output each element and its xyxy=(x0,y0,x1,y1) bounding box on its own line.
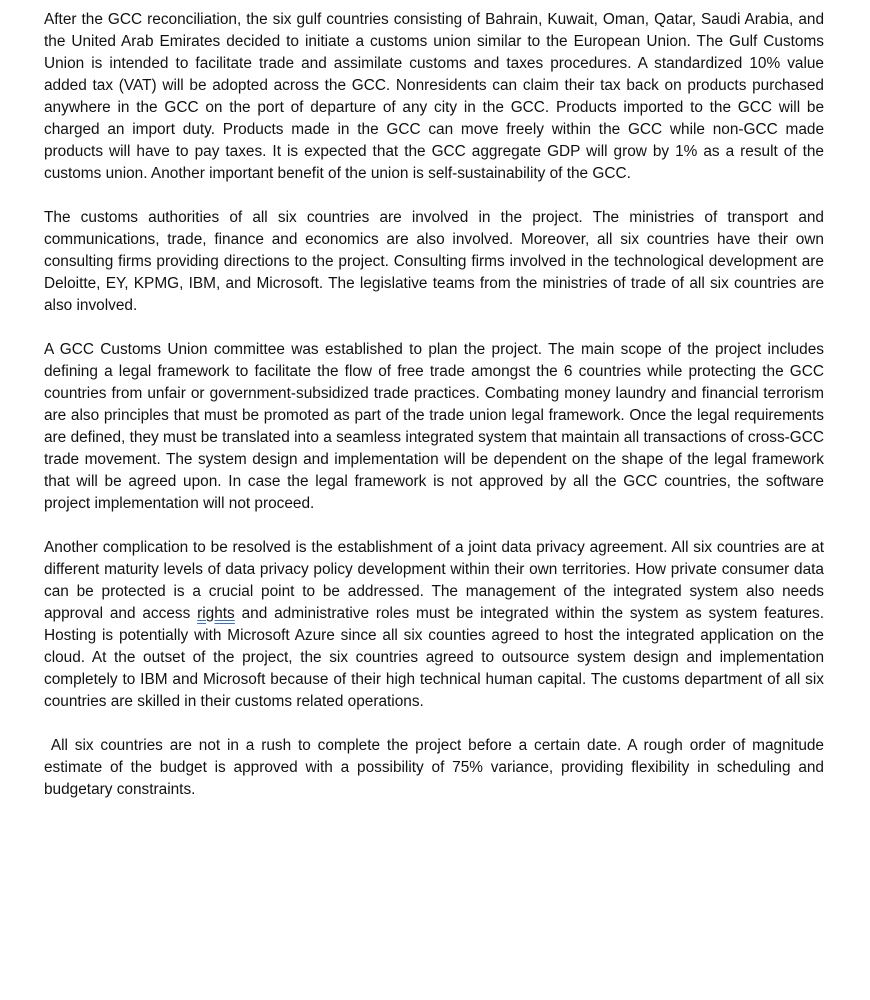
paragraph-text-before-flag: Another complication to be resolved is the establishment of a joint data privacy agreement. All six countries are at different maturity levels of data privacy policy development within their own territories. How private consumer data can be protected is a crucial point to be addressed. The management of the integrated system also needs approval and access xyxy=(44,539,824,622)
paragraph-gulf-customs-union-intro: After the GCC reconciliation, the six gulf countries consisting of Bahrain, Kuwait, Oman, Qatar, Saudi Arabia, and the United Arab Emirates decided to initiate a customs union similar to the European Union. The Gulf Customs Union is intended to facilitate trade and assimilate customs and taxes procedures. A standardized 10% value added tax (VAT) will be adopted across the GCC. Nonresidents can claim their tax back on products purchased anywhere in the GCC on the port of departure of any city in the GCC. Products imported to the GCC will be charged an import duty. Products made in the GCC can move freely within the GCC while non-GCC made products will have to pay taxes. It is expected that the GCC aggregate GDP will grow by 1% as a result of the customs union. Another important benefit of the union is self-sustainability of the GCC. xyxy=(44,11,824,182)
paragraph-project-scope: A GCC Customs Union committee was established to plan the project. The main scope of the project includes defining a legal framework to facilitate the flow of free trade amongst the 6 countries while protecting the GCC countries from unfair or government-subsidized trade practices. Combating money laundry and financial terrorism are also principles that must be promoted as part of the trade union legal framework. Once the legal requirements are defined, they must be translated into a seamless integrated system that maintain all transactions of cross-GCC trade movement. The system design and implementation will be dependent on the shape of the legal framework that will be agreed upon. In case the legal framework is not approved by all the GCC countries, the software project implementation will not proceed. xyxy=(44,341,824,512)
document-body xyxy=(44,9,829,823)
grammar-flagged-word[interactable]: rights xyxy=(197,605,235,622)
paragraph-text-after-flag: and administrative roles must be integrated within the system as system features. Hosting is potentially with Microsoft Azure since all six counties agreed to host the integrated application on the cloud. At the outset of the project, the six countries agreed to outsource system design and implementation completely to IBM and Microsoft because of their high technical human capital. The customs department of all six countries are skilled in their customs related operations. xyxy=(44,605,824,710)
paragraph-schedule-budget: All six countries are not in a rush to complete the project before a certain date. A rough order of magnitude estimate of the budget is approved with a possibility of 75% variance, providing flexibility in scheduling and budgetary constraints. xyxy=(44,737,829,798)
paragraph-data-privacy xyxy=(44,537,824,713)
paragraph-stakeholders: The customs authorities of all six countries are involved in the project. The ministries of transport and communications, trade, finance and economics are also involved. Moreover, all six countries have their own consulting firms providing directions to the project. Consulting firms involved in the technological development are Deloitte, EY, KPMG, IBM, and Microsoft. The legislative teams from the ministries of trade of all six countries are also involved. xyxy=(44,209,824,314)
